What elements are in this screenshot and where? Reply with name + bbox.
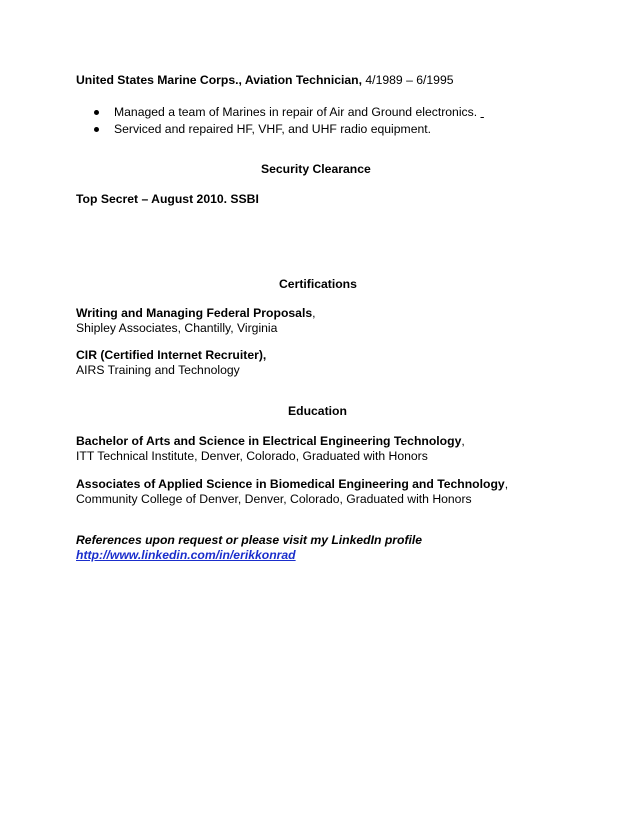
education-detail: Community College of Denver, Denver, Colorado, Graduated with Honors	[76, 492, 472, 506]
certification-detail: AIRS Training and Technology	[76, 363, 240, 377]
experience-org-title: United States Marine Corps., Aviation Technician,	[76, 73, 363, 87]
linkedin-link-row	[76, 548, 296, 563]
education-detail: ITT Technical Institute, Denver, Colorado, Graduated with Honors	[76, 449, 428, 463]
experience-bullets	[76, 104, 484, 138]
degree-title: Bachelor of Arts and Science in Electrical Engineering Technology	[76, 434, 462, 448]
security-heading: Security Clearance	[261, 162, 371, 176]
bullet-text: Serviced and repaired HF, VHF, and UHF radio equipment.	[114, 122, 432, 136]
certification-title: CIR (Certified Internet Recruiter),	[76, 348, 267, 362]
list-item	[76, 121, 484, 138]
certification-name	[76, 306, 316, 321]
separator: ,	[504, 477, 509, 491]
experience-dates: 4/1989 – 6/1995	[362, 73, 454, 87]
security-clearance-text: Top Secret – August 2010. SSBI	[76, 192, 259, 206]
education-heading: Education	[288, 404, 347, 418]
certifications-heading: Certifications	[279, 277, 357, 291]
experience-entry	[76, 73, 454, 88]
list-item	[76, 104, 484, 121]
certification-detail: Shipley Associates, Chantilly, Virginia	[76, 321, 278, 335]
certification-title: Writing and Managing Federal Proposals	[76, 306, 313, 320]
linkedin-link[interactable]: http://www.linkedin.com/in/erikkonrad	[76, 548, 296, 562]
education-degree	[76, 477, 508, 492]
education-degree	[76, 434, 465, 449]
degree-title: Associates of Applied Science in Biomedical Engineering and Technology	[76, 477, 505, 491]
references-text: References upon request or please visit my LinkedIn profile	[76, 533, 423, 547]
separator: ,	[461, 434, 465, 448]
separator: ,	[312, 306, 316, 320]
bullet-text: Managed a team of Marines in repair of Air and Ground electronics.	[114, 105, 481, 119]
